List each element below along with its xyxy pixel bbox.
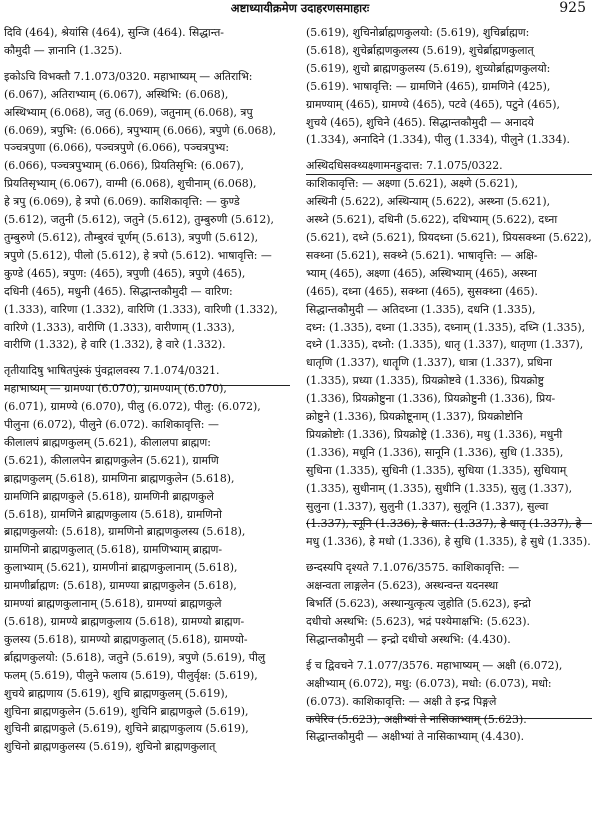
text-line: ग्रामण्याम् (465), ग्रामण्ये (465), पटवे (465), पटुने (465),: [306, 97, 560, 111]
text-line: (6.069), त्रपुभि: (6.066), त्रपुभ्याम् (6.066), त्रपुणे (6.068),: [4, 123, 277, 137]
text-line: त्रपुणे (5.612), पीलो (5.612), हे त्रपो (5.612). भाषावृत्ति: —: [4, 248, 272, 262]
text-line: (6.066), पञ्चत्रपुभ्याम् (6.066), प्रियतिसृभि: (6.067),: [4, 159, 244, 173]
text-line: धातृणि (1.337), धातॄणि (1.337), धात्रा (1.337), प्रधिना: [306, 356, 552, 370]
right-column: [306, 24, 596, 746]
text-line: बिभर्ति (5.623), अस्थान्युत्कृत्य जुहोति (5.623), इन्द्रो: [306, 597, 531, 611]
text-line: (5.612), जतुनी (5.612), जतुने (5.612), तुम्बुरुणी (5.612),: [4, 213, 274, 227]
text-line: सुधिना (1.335), सुधिनी (1.335), सुधिया (1.335), सुधियाम्: [306, 463, 567, 477]
text-line: अस्थिभ्याम् (6.068), जतु (6.069), जतुनाम् (6.068), त्रपु: [4, 105, 253, 119]
text-line: महाभाष्यम् — ग्रामण्या (6.070), ग्रामण्याम् (6.070),: [4, 382, 227, 396]
text-line: प्रियक्रोष्टोः (1.336), प्रियक्रोष्ट्रे (1.336), मधु (1.336), मधुनी: [306, 427, 563, 441]
text-line: दधिनी (465), मधुनी (465). सिद्धान्तकौमुदी — वारिण:: [4, 284, 233, 298]
text-line: शुचये (465), शुचिने (465). सिद्धान्तकौमुदी — अनादये: [306, 115, 534, 129]
sutra-line: इकोऽचि विभक्तौ 7.1.073/0320. महाभाष्यम् — अतिराभि:: [4, 69, 253, 83]
sutra-line: तृतीयादिषु भाषितपुंस्कं पुंवद्गालवस्य 7.1.074/0321.: [4, 364, 220, 378]
text-line: शुचये ब्राह्मणाय (5.619), शुचि ब्राह्मणकुलम् (5.619),: [4, 686, 229, 700]
text-line: दधीचो अस्थभि: (5.623), भद्रं पश्येमाक्षभि: (5.623).: [306, 615, 530, 628]
text-line: (1.335), सुधीनाम् (1.335), सुधीनि (1.335), सुलु (1.337),: [306, 481, 573, 495]
text-line: (5.619), शुचिनोर्ब्राह्मणकुलयो: (5.619), शुचिर्ब्राह्मण:: [306, 26, 530, 39]
left-column: [4, 24, 294, 756]
text-line: मधु (1.336), हे मधो (1.336), हे सुधि (1.335), हे सुधे (1.335).: [306, 535, 591, 549]
text-line: (1.336), मधूनि (1.336), सानूनि (1.336), सुधि (1.335),: [306, 445, 564, 459]
text-line: सिद्धान्तकौमुदी — अक्षीभ्यां ते नासिकाभ्याम् (4.430).: [306, 730, 525, 744]
text-line: दध्ने (1.335), दध्नो: (1.335), धातृ (1.337), धातृणा (1.337),: [306, 338, 584, 352]
text-line: वारीणि (1.332), हे वारि (1.332), हे वारे (1.332).: [4, 338, 226, 352]
text-line: (5.621), कीलालपेन ब्राह्मणकुलेन (5.621), ग्रामणि: [4, 453, 219, 467]
text-line: ब्राह्मणकुलयो: (5.618), ग्रामणिनो ब्राह्मणकुलस्य (5.618),: [4, 525, 246, 539]
text-line: (5.618), ग्रामण्ये ब्राह्मणकुलाय (5.618), ग्रामण्यो ब्राह्मण-: [4, 615, 245, 628]
text-line: तुम्बुरुणे (5.612), तौम्बुरवं चूर्णम् (5.613), त्रपुणी (5.612),: [4, 230, 259, 244]
text-line: प्रियतिसृभ्याम् (6.067), वाग्मी (6.068), शुचीनाम् (6.068),: [4, 177, 257, 191]
text-line: दिवि (464), श्रेयांसि (464), सुन्जि (464). सिद्धान्त-: [4, 26, 224, 39]
text-line: ग्रामणिनि ब्राह्मणकुले (5.618), ग्रामणिनी ब्राह्मणकुले: [4, 489, 214, 503]
text-line: अक्षीभ्याम् (6.072), मधु: (6.073), मधो: (6.073), मधो:: [306, 676, 552, 690]
text-line: अस्थ्ने (5.621), दधिनी (5.622), दधिभ्याम् (5.622), दध्ना: [306, 213, 558, 227]
text-line: र्ब्राह्मणकुलयो: (5.618), जतुने (5.619), त्रपुणे (5.619), पीलु: [4, 650, 266, 664]
text-line: काशिकावृत्ति: — अक्ष्णा (5.621), अक्ष्णे (5.621),: [306, 177, 519, 191]
text-line: (1.336), प्रियक्रोष्टुना (1.336), प्रियक्रोष्टुनी (1.336), प्रिय-: [306, 392, 556, 406]
text-line: दध्न: (1.335), दध्ना (1.335), दध्नाम् (1.335), दध्नि (1.335),: [306, 320, 586, 334]
sutra-line: छन्दस्यपि दृश्यते 7.1.076/3575. काशिकावृत्ति: —: [306, 561, 520, 575]
text-line: पीलुना (6.072), पीलुने (6.072). काशिकावृत्ति: —: [4, 418, 219, 432]
text-line: शुचिनी ब्राह्मणकुले (5.619), शुचिने ब्राह्मणकुलाय (5.619),: [4, 722, 249, 736]
text-line: कुण्डे (465), त्रपुण: (465), त्रपुणी (465), त्रपुणे (465),: [4, 266, 246, 280]
text-line: ग्रामणिनो ब्राह्मणकुलात् (5.618), ग्रामणिभ्याम् ब्राह्मण-: [4, 543, 223, 557]
text-line: (5.619). भाषावृत्ति: — ग्रामणिने (465), ग्रामणिने (425),: [306, 79, 551, 93]
text-line: वारिणे (1.333), वारीणि (1.333), वारीणाम् (1.333),: [4, 320, 235, 334]
text-line: (5.618), ग्रामणिने ब्राह्मणकुलाय (5.618), ग्रामणिनो: [4, 507, 222, 521]
text-line: ग्रामण्यां ब्राह्मणकुलानाम् (5.618), ग्रामण्यां ब्राह्मणकुले: [4, 597, 222, 611]
text-line: (5.618), शुचेर्ब्राह्मणकुलस्य (5.619), शुचेर्ब्राह्मणकुलात्: [306, 43, 534, 57]
text-line: (1.333), वारिणा (1.332), वारिणि (1.333), वारिणी (1.332),: [4, 302, 278, 316]
text-line: (5.621), दध्ने (5.621), प्रियदध्ना (5.621), प्रियसक्थ्ना (5.622),: [306, 230, 592, 244]
text-line: शुचिना ब्राह्मणकुलेन (5.619), शुचिनि ब्राह्मणकुले (5.619),: [4, 704, 249, 718]
text-line: कीलालपं ब्राह्मणकुलम् (5.621), कीलालपा ब्राह्मण:: [4, 435, 211, 449]
sutra-line: ई च द्विवचने 7.1.077/3576. महाभाष्यम् — अक्षी (6.072),: [306, 658, 563, 672]
text-line: (5.619), शुचो ब्राह्मणकुलस्य (5.619), शुच्योर्ब्राह्मणकुलयो:: [306, 61, 551, 75]
text-line: क्रोष्टुने (1.336), प्रियक्रोष्टूनाम् (1.337), प्रियक्रोष्टोनि: [306, 410, 523, 424]
text-line: सिद्धान्तकौमुदी — इन्द्रो दधीचो अस्थभि: (4.430).: [306, 632, 511, 646]
text-line: (6.071), ग्रामण्ये (6.070), पीलु (6.072), पीलु: (6.072),: [4, 400, 261, 414]
text-line: ग्रामणीर्ब्राह्मण: (5.618), ग्रामण्या ब्राह्मणकुलेन (5.618),: [4, 579, 237, 593]
text-line: (465), दध्ना (465), सक्थ्ना (465), सुसक्थ्ना (465).: [306, 284, 538, 298]
running-header: [0, 0, 600, 20]
text-line: कुलस्य (5.618), ग्रामण्यो ब्राह्मणकुलात् (5.618), ग्रामण्यो-: [4, 632, 248, 646]
text-line: (6.067), अतिराभ्याम् (6.067), अस्थिभि: (6.068),: [4, 87, 229, 101]
text-line: हे त्रपु (6.069), हे त्रपो (6.069). काशिकावृत्ति: — कुण्डे: [4, 195, 240, 209]
text-line: सुलुना (1.337), सुलुनी (1.337), सुलूनि (1.337), सुल्वा: [306, 499, 549, 513]
text-line: कपेरिव (5.623), अक्षीभ्यां ते नासिकाभ्याम् (5.623).: [306, 712, 527, 726]
text-line: शुचिनो ब्राह्मणकुलस्य (5.619), शुचिनो ब्राह्मणकुलात्: [4, 740, 216, 754]
text-line: ब्राह्मणकुलम् (5.618), ग्रामणिना ब्राह्मणकुलेन (5.618),: [4, 471, 235, 485]
text-line: सक्थ्ना (5.621), सक्थ्ने (5.621). भाषावृत्ति: — अक्षि-: [306, 248, 538, 262]
text-line: (1.337), स्नूनि (1.336), हे धात: (1.337), हे धातृ (1.337), हे: [306, 517, 582, 531]
text-line: पञ्चत्रपुणा (6.066), पञ्चत्रपुणे (6.066), पञ्चत्रपुभ्य:: [4, 141, 230, 155]
text-line: (1.334), अनादिने (1.334), पीलु (1.334), पीलुने (1.334).: [306, 133, 570, 147]
text-line: सिद्धान्तकौमुदी — अतिदध्ना (1.335), दधनि (1.335),: [306, 302, 536, 316]
text-line: अस्थिनी (5.622), अस्थिन्याम् (5.622), अस्थ्ना (5.621),: [306, 195, 551, 209]
text-line: कुलाभ्याम् (5.621), ग्रामणीनां ब्राह्मणकुलानाम् (5.618),: [4, 561, 238, 575]
text-line: फलम् (5.619), पीलुने फलाय (5.619), पीलुर्वृक्ष: (5.619),: [4, 668, 258, 682]
sutra-line: अस्थिदधिसक्थ्यक्ष्णामनङुदात्त: 7.1.075/0322.: [306, 159, 503, 173]
text-line: भ्याम् (465), अक्ष्णा (465), अस्थिभ्याम् (465), अस्थ्ना: [306, 266, 537, 280]
running-title: अष्टाध्यायीक्रमेण उदाहरणसमाहारः: [230, 1, 370, 15]
page-number: 925: [559, 0, 586, 16]
text-line: कौमुदी — ज्ञानानि (1.325).: [4, 43, 123, 57]
text-line: अक्षन्वता लाङ्गलेन (5.623), अस्थन्वन्त यदनस्था: [306, 579, 499, 593]
text-line: (1.335), प्रध्या (1.335), प्रियक्रोष्टवे (1.336), प्रियक्रोष्टु: [306, 374, 544, 388]
text-line: (6.073). काशिकावृत्ति: — अक्षी ते इन्द्र पिङ्गले: [306, 694, 497, 708]
